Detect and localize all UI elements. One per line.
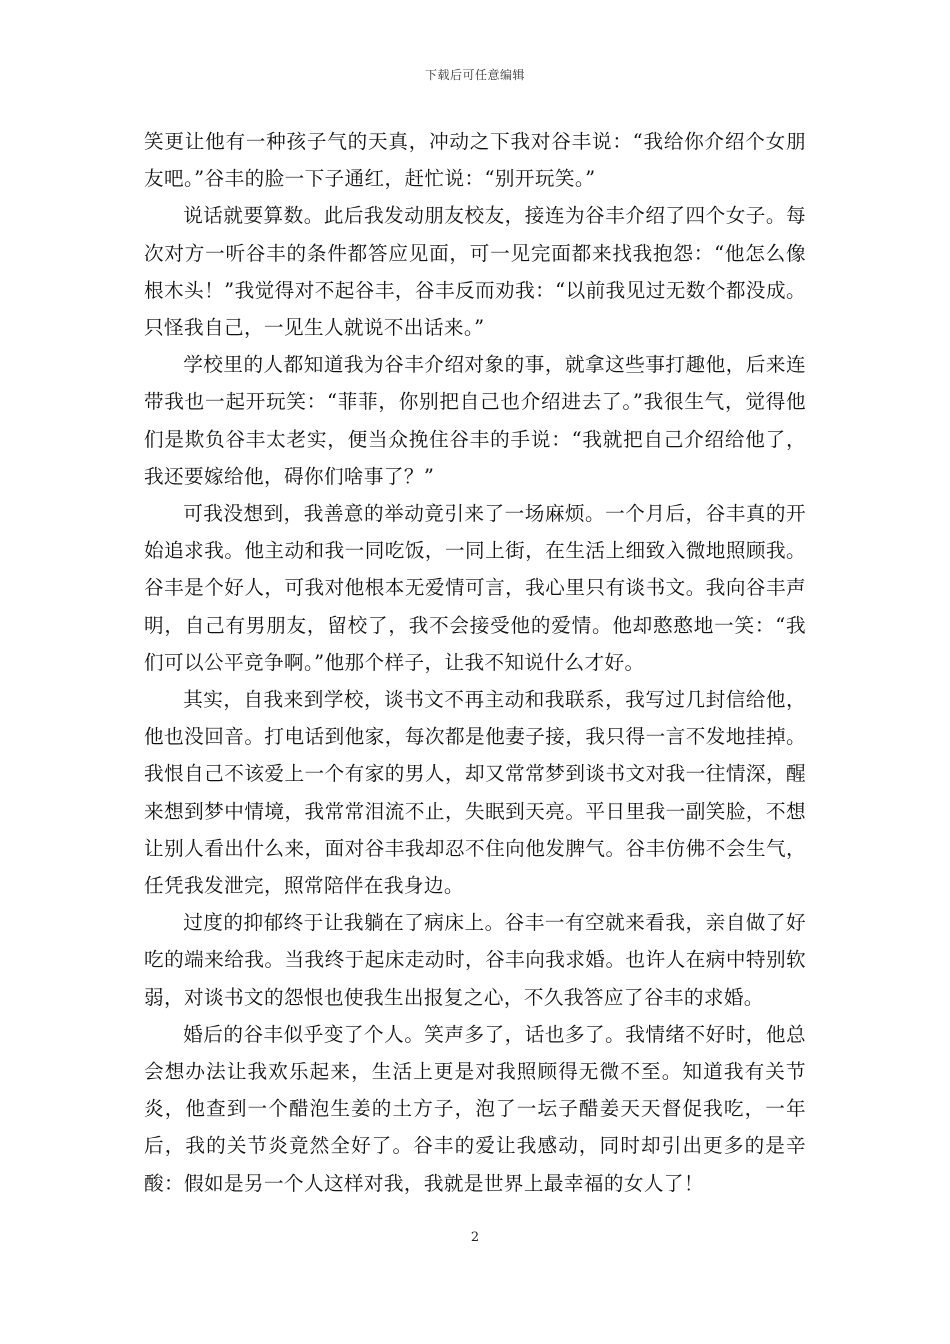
paragraph: 婚后的谷丰似乎变了个人。笑声多了，话也多了。我情绪不好时，他总会想办法让我欢乐起来，生活上更是对我照顾得无微不至。知道我有关节炎，他查到一个醋泡生姜的土方子，泡了一坛子醋姜天天督促我吃，一年后，我的关节炎竟然全好了。谷丰的爱让我感动，同时却引出更多的是辛酸：假如是另一个人这样对我，我就是世界上最幸福的女人了！ xyxy=(144,1022,806,1195)
paragraph: 笑更让他有一种孩子气的天真，冲动之下我对谷丰说：“我给你介绍个女朋友吧。”谷丰的脸一下子通红，赶忙说：“别开玩笑。” xyxy=(144,130,806,191)
paragraph: 其实，自我来到学校，谈书文不再主动和我联系，我写过几封信给他，他也没回音。打电话到他家，每次都是他妻子接，我只得一言不发地挂掉。我恨自己不该爱上一个有家的男人，却又常常梦到谈书文对我一往情深，醒来想到梦中情境，我常常泪流不止，失眠到天亮。平日里我一副笑脸，不想让别人看出什么来，面对谷丰我却忍不住向他发脾气。谷丰仿佛不会生气，任凭我发泄完，照常陪伴在我身边。 xyxy=(144,688,806,898)
paragraph: 学校里的人都知道我为谷丰介绍对象的事，就拿这些事打趣他，后来连带我也一起开玩笑：“菲菲，你别把自己也介绍进去了。”我很生气，觉得他们是欺负谷丰太老实，便当众挽住谷丰的手说：“我就把自己介绍给他了，我还要嫁给他，碍你们啥事了？” xyxy=(144,353,806,488)
document-body xyxy=(144,123,806,1202)
page-header: 下载后可任意编辑 xyxy=(424,68,525,82)
paragraph: 过度的抑郁终于让我躺在了病床上。谷丰一有空就来看我，亲自做了好吃的端来给我。当我终于起床走动时，谷丰向我求婚。也许人在病中特别软弱，对谈书文的怨恨也使我生出报复之心，不久我答应了谷丰的求婚。 xyxy=(144,911,806,1009)
paragraph: 可我没想到，我善意的举动竟引来了一场麻烦。一个月后，谷丰真的开始追求我。他主动和我一同吃饭，一同上街，在生活上细致入微地照顾我。谷丰是个好人，可我对他根本无爱情可言，我心里只有谈书文。我向谷丰声明，自己有男朋友，留校了，我不会接受他的爱情。他却憨憨地一笑：“我们可以公平竞争啊。”他那个样子，让我不知说什么才好。 xyxy=(144,502,806,674)
page-number: 2 xyxy=(470,1230,480,1245)
paragraph: 说话就要算数。此后我发动朋友校友，接连为谷丰介绍了四个女子。每次对方一听谷丰的条件都答应见面，可一见完面都来找我抱怨：“他怎么像根木头！”我觉得对不起谷丰，谷丰反而劝我：“以前我见过无数个都没成。只怪我自己，一见生人就说不出话来。” xyxy=(144,204,806,340)
